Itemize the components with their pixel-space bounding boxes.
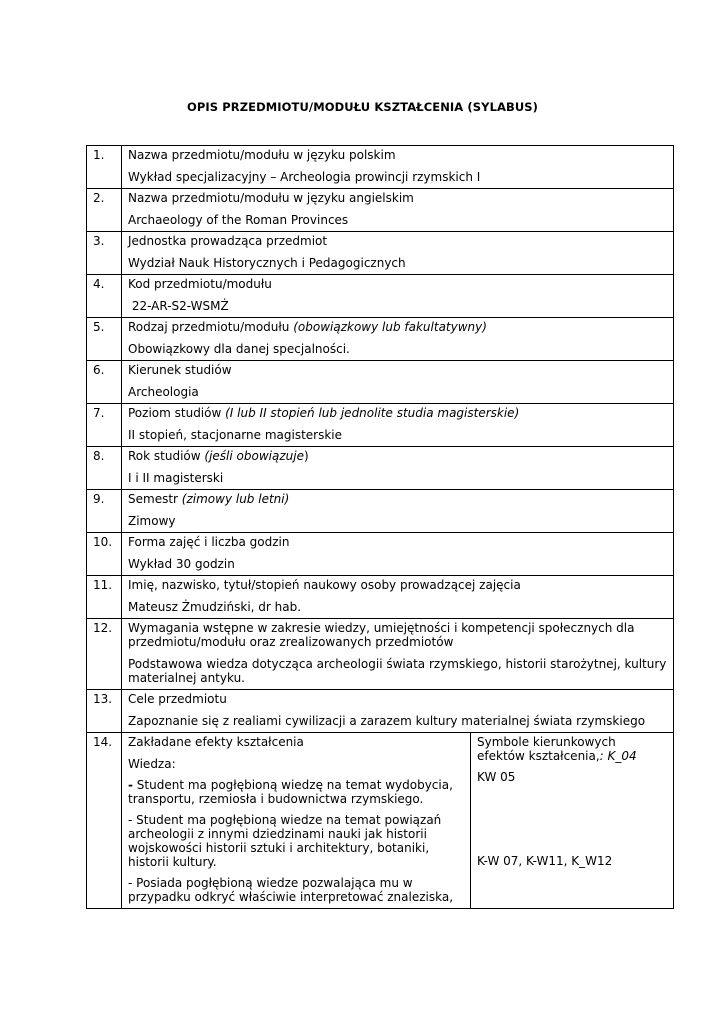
outcome-text: Student ma pogłębioną wiedzę na temat wydobycia, transportu, rzemiosła i budownictwa rzymskiego. — [128, 778, 453, 806]
outcome-dash: - — [128, 778, 133, 792]
row-content — [122, 232, 674, 275]
row-label-suffix: ) — [303, 449, 309, 463]
row-value: Archeologia — [128, 385, 199, 399]
row-label — [128, 535, 667, 549]
outcomes-cell — [122, 733, 471, 909]
row-value: II stopień, stacjonarne magisterskie — [128, 428, 343, 442]
row-label-text: Kod przedmiotu/modułu — [128, 277, 272, 291]
row-content — [122, 576, 674, 619]
row-value: Mateusz Żmudziński, dr hab. — [128, 600, 302, 614]
row-value: Podstawowa wiedza dotycząca archeologii świata rzymskiego, historii starożytnej, kultury materialnej antyku. — [128, 657, 671, 685]
row-number: 6. — [87, 361, 122, 404]
table-row — [87, 361, 674, 404]
row-content — [122, 619, 674, 690]
row-value: Obowiązkowy dla danej specjalności. — [128, 342, 350, 356]
row-label-hint: (zimowy lub letni) — [181, 492, 290, 506]
row-value: 22-AR-S2-WSMŻ — [128, 299, 229, 313]
row-label-hint: (I lub II stopień lub jednolite studia magisterskie) — [225, 406, 520, 420]
outcome-item: - Posiada pogłębioną wiedze pozwalająca mu w przypadku odkryć właściwie interpretować znaleziska, — [128, 876, 454, 904]
table-row — [87, 447, 674, 490]
row-number: 13. — [87, 690, 122, 733]
row-value: Wydział Nauk Historycznych i Pedagogicznych — [128, 256, 406, 270]
table-row — [87, 404, 674, 447]
wiedza-heading: Wiedza: — [128, 757, 176, 771]
row-value: Wykład specjalizacyjny – Archeologia prowincji rzymskich I — [128, 170, 481, 184]
table-row — [87, 619, 674, 690]
table-row — [87, 318, 674, 361]
row-label-text: Wymagania wstępne w zakresie wiedzy, umiejętności i kompetencji społecznych dla przedmiotu/modułu oraz zrealizowanych przedmiotów — [128, 621, 635, 649]
row-label-text: Cele przedmiotu — [128, 692, 227, 706]
row-label-text: Rodzaj przedmiotu/modułu — [128, 320, 294, 334]
table-row — [87, 275, 674, 318]
table-row — [87, 189, 674, 232]
row-label — [128, 320, 667, 334]
row-value: Wykład 30 godzin — [128, 557, 235, 571]
row-content — [122, 533, 674, 576]
row-label-text: Semestr — [128, 492, 182, 506]
table-row-learning-outcomes — [87, 733, 674, 909]
table-row — [87, 576, 674, 619]
row-content — [122, 146, 674, 189]
row-label-text: Nazwa przedmiotu/modułu w języku angielskim — [128, 191, 414, 205]
row-number: 14. — [87, 733, 122, 909]
table-row — [87, 490, 674, 533]
row-label — [128, 621, 667, 649]
row-value: Zapoznanie się z realiami cywilizacji a zarazem kultury materialnej świata rzymskiego — [128, 714, 646, 728]
row-number: 3. — [87, 232, 122, 275]
row-number: 12. — [87, 619, 122, 690]
symbol-code: KW 05 — [477, 770, 516, 784]
row-label-text: Poziom studiów — [128, 406, 226, 420]
row-content — [122, 490, 674, 533]
row-number: 8. — [87, 447, 122, 490]
row-content — [122, 690, 674, 733]
row-label — [128, 234, 667, 248]
row-number: 11. — [87, 576, 122, 619]
symbols-label-text: Symbole kierunkowych efektów kształcenia, — [477, 735, 616, 763]
symbols-label-code: : K_04 — [599, 749, 637, 763]
row-content — [122, 189, 674, 232]
outcome-item — [128, 778, 464, 806]
row-number: 9. — [87, 490, 122, 533]
row-label-text: Rok studiów — [128, 449, 205, 463]
outcome-item: - Student ma pogłębioną wiedze na temat powiązań archeologii z innymi dziedzinami nauki jak historii wojskowości historii sztuki i architektury, botaniki, historii kultury. — [128, 813, 442, 869]
row-label — [128, 492, 667, 506]
table-row — [87, 146, 674, 189]
symbols-label — [477, 735, 667, 763]
symbol-code: K-W 07, K-W11, K_W12 — [477, 854, 613, 868]
row-value: I i II magisterski — [128, 471, 224, 485]
row-label — [128, 578, 667, 592]
row-content — [122, 447, 674, 490]
row-label — [128, 406, 667, 420]
row-label — [128, 191, 667, 205]
row-label-hint: (obowiązkowy lub fakultatywny) — [293, 320, 487, 334]
row-label — [128, 449, 667, 463]
row-label-text: Kierunek studiów — [128, 363, 232, 377]
row-number: 7. — [87, 404, 122, 447]
row-label — [128, 148, 667, 162]
row-label-text: Imię, nazwisko, tytuł/stopień naukowy osoby prowadzącej zajęcia — [128, 578, 521, 592]
row-number: 4. — [87, 275, 122, 318]
row-content — [122, 361, 674, 404]
row-label — [128, 692, 667, 706]
row-number: 5. — [87, 318, 122, 361]
row-label — [128, 277, 667, 291]
row-content — [122, 404, 674, 447]
row-label — [128, 363, 667, 377]
table-row — [87, 232, 674, 275]
row-label-text: Forma zajęć i liczba godzin — [128, 535, 290, 549]
row-label: Zakładane efekty kształcenia — [128, 735, 304, 749]
row-value: Archaeology of the Roman Provinces — [128, 213, 349, 227]
row-label-text: Jednostka prowadząca przedmiot — [128, 234, 328, 248]
row-number: 10. — [87, 533, 122, 576]
syllabus-table — [86, 145, 674, 909]
row-content — [122, 318, 674, 361]
table-row — [87, 533, 674, 576]
symbols-cell — [471, 733, 674, 909]
table-row — [87, 690, 674, 733]
row-value: Zimowy — [128, 514, 176, 528]
row-label-text: Nazwa przedmiotu/modułu w języku polskim — [128, 148, 396, 162]
row-content — [122, 275, 674, 318]
row-label-hint: (jeśli obowiązuje — [204, 449, 304, 463]
page-title: OPIS PRZEDMIOTU/MODUŁU KSZTAŁCENIA (SYLABUS) — [186, 100, 539, 114]
row-number: 1. — [87, 146, 122, 189]
row-number: 2. — [87, 189, 122, 232]
